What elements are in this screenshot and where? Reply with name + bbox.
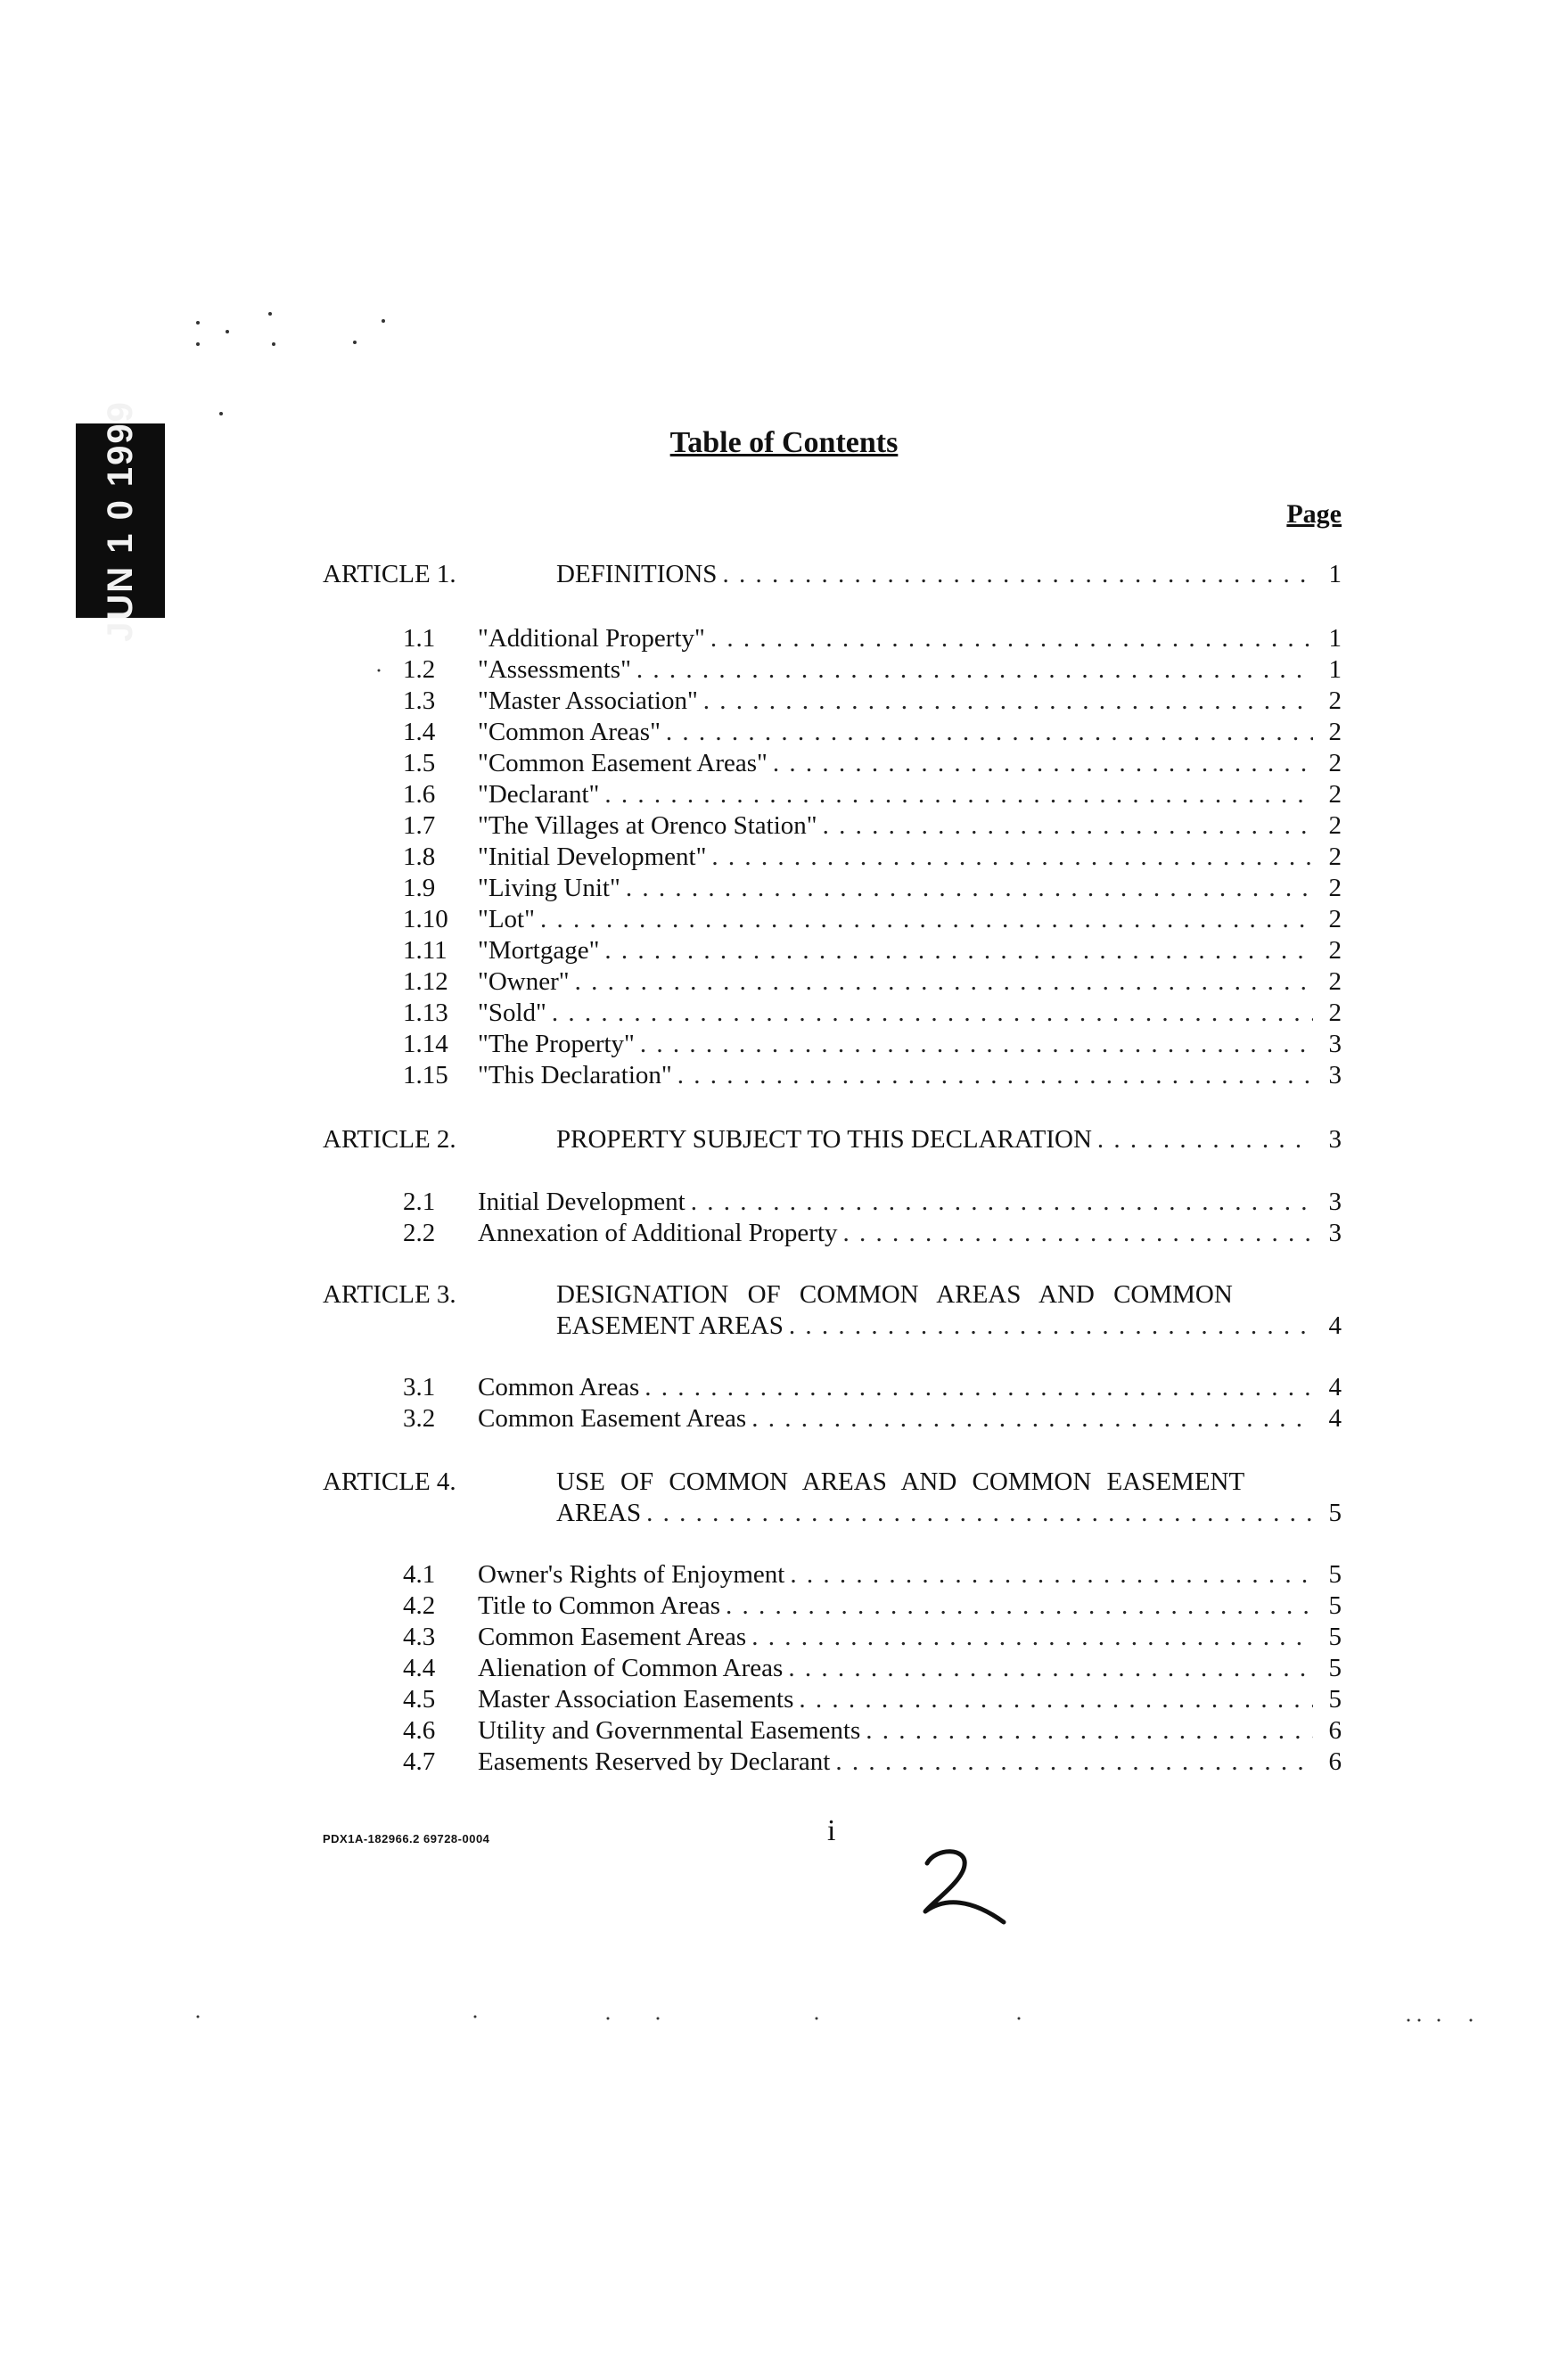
toc-section-row — [403, 780, 1342, 810]
section-number: 1.7 — [403, 811, 436, 840]
section-page: 1 — [1328, 624, 1342, 653]
section-page: 2 — [1328, 749, 1342, 777]
article-title-line-2: EASEMENT AREAS — [556, 1311, 784, 1340]
dot-leader — [604, 936, 1313, 966]
article-number: ARTICLE 4. — [323, 1467, 456, 1496]
article-number: ARTICLE 1. — [323, 560, 456, 588]
toc-section-row — [403, 1560, 1342, 1590]
article-number: ARTICLE 2. — [323, 1125, 456, 1154]
article-page: 1 — [1328, 560, 1342, 588]
section-page: 2 — [1328, 874, 1342, 902]
toc-article-row — [323, 1467, 1342, 1497]
section-title: "Initial Development" — [478, 842, 707, 871]
section-page: 2 — [1328, 780, 1342, 809]
dot-leader — [843, 1219, 1313, 1248]
section-number: 1.1 — [403, 624, 436, 653]
section-title: "Lot" — [478, 905, 535, 933]
toc-section-row — [403, 624, 1342, 653]
section-page: 3 — [1328, 1061, 1342, 1089]
section-title: "Common Areas" — [478, 718, 661, 746]
dot-leader — [575, 967, 1313, 997]
section-number: 4.5 — [403, 1685, 436, 1714]
section-number: 3.2 — [403, 1404, 436, 1433]
section-number: 1.15 — [403, 1061, 448, 1089]
section-number: 1.9 — [403, 874, 436, 902]
toc-section-row — [403, 1373, 1342, 1402]
toc-section-row — [403, 1188, 1342, 1217]
section-title: Title to Common Areas — [478, 1591, 721, 1620]
section-page: 2 — [1328, 936, 1342, 965]
document-code: PDX1A-182966.2 69728-0004 — [323, 1832, 490, 1845]
section-title: "Common Easement Areas" — [478, 749, 768, 777]
section-number: 4.6 — [403, 1716, 436, 1745]
dot-leader — [789, 1311, 1313, 1341]
section-page: 2 — [1328, 718, 1342, 746]
toc-section-row — [403, 1591, 1342, 1621]
toc-section-row — [403, 999, 1342, 1028]
dot-leader — [788, 1654, 1313, 1683]
toc-section-row — [403, 655, 1342, 685]
dot-leader — [677, 1061, 1313, 1090]
toc-section-row — [403, 718, 1342, 747]
dot-leader — [751, 1404, 1313, 1434]
section-title: "Mortgage" — [478, 936, 600, 965]
dot-leader — [604, 780, 1313, 810]
section-page: 5 — [1328, 1560, 1342, 1589]
article-title: DEFINITIONS — [556, 560, 718, 588]
toc-section-row — [403, 874, 1342, 903]
page-column-header: Page — [1286, 499, 1342, 529]
toc-article-row — [323, 560, 1342, 589]
section-page: 5 — [1328, 1623, 1342, 1651]
section-page: 6 — [1328, 1716, 1342, 1745]
dot-leader — [540, 905, 1313, 934]
section-number: 1.4 — [403, 718, 436, 746]
dot-leader — [703, 686, 1313, 716]
section-title: "The Property" — [478, 1030, 635, 1058]
section-page: 2 — [1328, 905, 1342, 933]
handwritten-number — [918, 1845, 1016, 1926]
dot-leader — [644, 1373, 1313, 1402]
dot-leader — [726, 1591, 1313, 1621]
section-page: 4 — [1328, 1404, 1342, 1433]
section-number: 3.1 — [403, 1373, 436, 1401]
dot-leader — [691, 1188, 1313, 1217]
stamp-text: JUN 1 0 1999 — [100, 399, 140, 642]
section-page: 5 — [1328, 1591, 1342, 1620]
article-number: ARTICLE 3. — [323, 1280, 456, 1309]
toc-article-row-continued — [323, 1499, 1342, 1528]
section-title: "Owner" — [478, 967, 570, 996]
section-title: Master Association Easements — [478, 1685, 794, 1714]
section-number: 1.11 — [403, 936, 447, 965]
dot-leader — [773, 749, 1313, 778]
toc-section-row — [403, 1061, 1342, 1090]
article-title-line-2: AREAS — [556, 1499, 642, 1527]
section-title: Alienation of Common Areas — [478, 1654, 784, 1682]
section-page: 2 — [1328, 842, 1342, 871]
section-title: Easements Reserved by Declarant — [478, 1747, 831, 1776]
dot-leader — [799, 1685, 1313, 1714]
section-title: "The Villages at Orenco Station" — [478, 811, 817, 840]
toc-section-row — [403, 936, 1342, 966]
section-number: 4.2 — [403, 1591, 436, 1620]
toc-section-row — [403, 842, 1342, 872]
dot-leader — [626, 874, 1313, 903]
section-title: "Additional Property" — [478, 624, 705, 653]
section-title: Common Easement Areas — [478, 1623, 747, 1651]
section-page: 1 — [1328, 655, 1342, 684]
dot-leader — [1097, 1125, 1313, 1155]
toc-section-row — [403, 1685, 1342, 1714]
toc-section-row — [403, 686, 1342, 716]
dot-leader — [666, 718, 1313, 747]
section-title: "This Declaration" — [478, 1061, 672, 1089]
section-page: 2 — [1328, 999, 1342, 1027]
section-number: 4.4 — [403, 1654, 436, 1682]
section-number: 4.1 — [403, 1560, 436, 1589]
toc-article-row — [323, 1280, 1342, 1310]
section-page: 2 — [1328, 967, 1342, 996]
section-title: Annexation of Additional Property — [478, 1219, 838, 1247]
toc-section-row — [403, 1030, 1342, 1059]
article-title-line-1: USE OF COMMON AREAS AND COMMON EASEMENT — [556, 1467, 1245, 1496]
toc-article-row-continued — [323, 1311, 1342, 1341]
section-title: Owner's Rights of Enjoyment — [478, 1560, 785, 1589]
section-number: 1.6 — [403, 780, 436, 809]
dot-leader — [636, 655, 1313, 685]
section-title: "Sold" — [478, 999, 546, 1027]
section-title: Common Areas — [478, 1373, 640, 1401]
section-number: 1.13 — [403, 999, 448, 1027]
toc-section-row — [403, 967, 1342, 997]
section-page: 2 — [1328, 811, 1342, 840]
toc-section-row — [403, 1404, 1342, 1434]
section-title: Common Easement Areas — [478, 1404, 747, 1433]
page-numeral: i — [827, 1814, 836, 1847]
section-number: 1.14 — [403, 1030, 448, 1058]
dot-leader — [722, 560, 1313, 589]
section-number: 1.3 — [403, 686, 436, 715]
section-number: 1.2 — [403, 655, 436, 684]
dot-leader — [640, 1030, 1313, 1059]
toc-section-row — [403, 1623, 1342, 1652]
section-number: 4.7 — [403, 1747, 436, 1776]
dot-leader — [823, 811, 1313, 841]
article-title-line-1: DESIGNATION OF COMMON AREAS AND COMMON — [556, 1280, 1233, 1309]
section-page: 3 — [1328, 1188, 1342, 1216]
section-number: 2.2 — [403, 1219, 436, 1247]
section-page: 5 — [1328, 1654, 1342, 1682]
article-page: 5 — [1328, 1499, 1342, 1527]
section-title: "Assessments" — [478, 655, 631, 684]
toc-article-row — [323, 1125, 1342, 1155]
dot-leader — [751, 1623, 1313, 1652]
page-title: Table of Contents — [669, 426, 899, 459]
toc-section-row — [403, 749, 1342, 778]
toc-section-row — [403, 1219, 1342, 1248]
toc-section-row — [403, 811, 1342, 841]
section-page: 5 — [1328, 1685, 1342, 1714]
section-number: 2.1 — [403, 1188, 436, 1216]
section-number: 1.5 — [403, 749, 436, 777]
section-title: "Declarant" — [478, 780, 600, 809]
section-number: 1.10 — [403, 905, 448, 933]
article-title: PROPERTY SUBJECT TO THIS DECLARATION — [556, 1125, 1092, 1154]
section-number: 1.8 — [403, 842, 436, 871]
toc-section-row — [403, 1654, 1342, 1683]
dot-leader — [646, 1499, 1313, 1528]
section-page: 3 — [1328, 1219, 1342, 1247]
section-title: "Living Unit" — [478, 874, 620, 902]
section-page: 2 — [1328, 686, 1342, 715]
dot-leader — [711, 842, 1313, 872]
section-page: 6 — [1328, 1747, 1342, 1776]
dot-leader — [866, 1716, 1313, 1746]
section-number: 1.12 — [403, 967, 448, 996]
toc-section-row — [403, 1716, 1342, 1746]
section-number: 4.3 — [403, 1623, 436, 1651]
section-title: "Master Association" — [478, 686, 698, 715]
toc-section-row — [403, 1747, 1342, 1777]
section-page: 3 — [1328, 1030, 1342, 1058]
article-page: 4 — [1328, 1311, 1342, 1340]
article-page: 3 — [1328, 1125, 1342, 1154]
section-page: 4 — [1328, 1373, 1342, 1401]
dot-leader — [835, 1747, 1313, 1777]
dot-leader — [790, 1560, 1313, 1590]
toc-section-row — [403, 905, 1342, 934]
section-title: Utility and Governmental Easements — [478, 1716, 861, 1745]
section-title: Initial Development — [478, 1188, 685, 1216]
dot-leader — [710, 624, 1313, 653]
dot-leader — [552, 999, 1313, 1028]
